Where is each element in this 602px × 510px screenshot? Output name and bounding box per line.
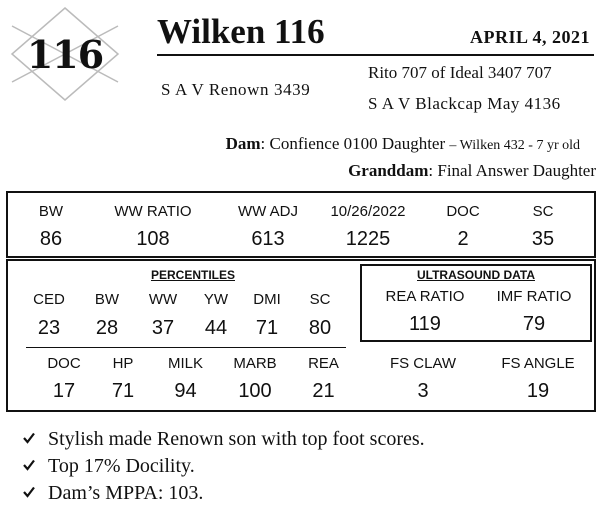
note-text: Top 17% Docility. <box>48 455 195 477</box>
weights-box <box>6 191 596 258</box>
granddam-label: Granddam <box>348 161 429 180</box>
notes-list <box>22 426 425 507</box>
list-item <box>22 480 425 507</box>
pct-value-ww: 37 <box>151 317 175 339</box>
weights-header-ww-adj: WW ADJ <box>238 203 298 220</box>
weights-value-sc: 35 <box>531 228 555 250</box>
pct-value-doc: 17 <box>52 380 76 402</box>
pct-header-marb: MARB <box>233 355 277 372</box>
pct-header-yw: YW <box>203 291 229 308</box>
pct-header-bw: BW <box>94 291 120 308</box>
animal-name: Wilken 116 <box>157 12 325 51</box>
birth-date: APRIL 4, 2021 <box>469 27 590 47</box>
weights-value-ww-adj: 613 <box>251 228 285 250</box>
ultrasound-box <box>360 264 592 342</box>
note-text: Stylish made Renown son with top foot scores. <box>48 428 425 450</box>
pct-header-dmi: DMI <box>253 291 281 308</box>
pct-header-sc: SC <box>309 291 331 308</box>
pct-value-dmi: 71 <box>255 317 279 339</box>
weights-value-bw: 86 <box>39 228 63 250</box>
pct-value-hp: 71 <box>111 380 135 402</box>
feet-header-claw: FS CLAW <box>389 355 457 372</box>
list-item <box>22 426 425 453</box>
check-icon <box>22 428 48 451</box>
pct-header-ww: WW <box>148 291 178 308</box>
pct-header-rea: REA <box>308 355 339 372</box>
feet-value-claw: 3 <box>417 380 429 402</box>
granddam-value: Final Answer Daughter <box>437 161 596 180</box>
check-icon <box>22 482 48 505</box>
granddam-line: Granddam: Final Answer Daughter <box>348 161 596 180</box>
weights-header-sc: SC <box>532 203 554 220</box>
sire-sire: Rito 707 of Ideal 3407 707 <box>368 63 552 82</box>
list-item <box>22 453 425 480</box>
us-value-rea-ratio: 119 <box>409 313 441 335</box>
pct-value-ced: 23 <box>37 317 61 339</box>
lot-badge <box>10 6 120 102</box>
dam-value: Confience 0100 Daughter <box>269 134 446 153</box>
pct-value-marb: 100 <box>238 380 272 402</box>
check-icon <box>22 455 48 478</box>
percentiles-title: PERCENTILES <box>150 268 235 282</box>
note-text: Dam’s MPPA: 103. <box>48 482 204 504</box>
pct-value-yw: 44 <box>204 317 228 339</box>
pct-value-bw: 28 <box>95 317 119 339</box>
feet-value-angle: 19 <box>526 380 550 402</box>
us-header-imf-ratio: IMF RATIO <box>496 288 572 305</box>
feet-header-angle: FS ANGLE <box>501 355 575 372</box>
weights-header-ww-ratio: WW RATIO <box>114 203 192 220</box>
pct-header-doc: DOC <box>47 355 81 372</box>
weights-value-date: 1225 <box>345 228 391 250</box>
weights-header-doc: DOC <box>446 203 480 220</box>
pct-header-hp: HP <box>112 355 134 372</box>
pct-value-rea: 21 <box>312 380 335 402</box>
weights-value-doc: 2 <box>457 228 469 250</box>
header-rule <box>157 54 594 56</box>
sire: S A V Renown 3439 <box>161 80 311 99</box>
weights-header-date: 10/26/2022 <box>330 203 406 220</box>
lot-number: 116 <box>26 32 104 77</box>
pct-header-milk: MILK <box>167 355 203 372</box>
us-header-rea-ratio: REA RATIO <box>385 288 465 305</box>
pct-value-sc: 80 <box>308 317 332 339</box>
dam-note: – Wilken 432 - 7 yr old <box>449 138 580 153</box>
pct-value-milk: 94 <box>174 380 197 402</box>
weights-value-ww-ratio: 108 <box>136 228 170 250</box>
pct-header-ced: CED <box>33 291 65 308</box>
dam-line: Dam: Confience 0100 Daughter – Wilken 432 - 7 yr old <box>225 134 580 153</box>
dam-label: Dam <box>225 134 261 153</box>
weights-header-bw: BW <box>38 203 64 220</box>
sire-dam: S A V Blackcap May 4136 <box>368 94 561 113</box>
ultrasound-title: ULTRASOUND DATA <box>417 268 535 282</box>
percentiles-divider <box>26 347 346 348</box>
us-value-imf-ratio: 79 <box>522 313 546 335</box>
